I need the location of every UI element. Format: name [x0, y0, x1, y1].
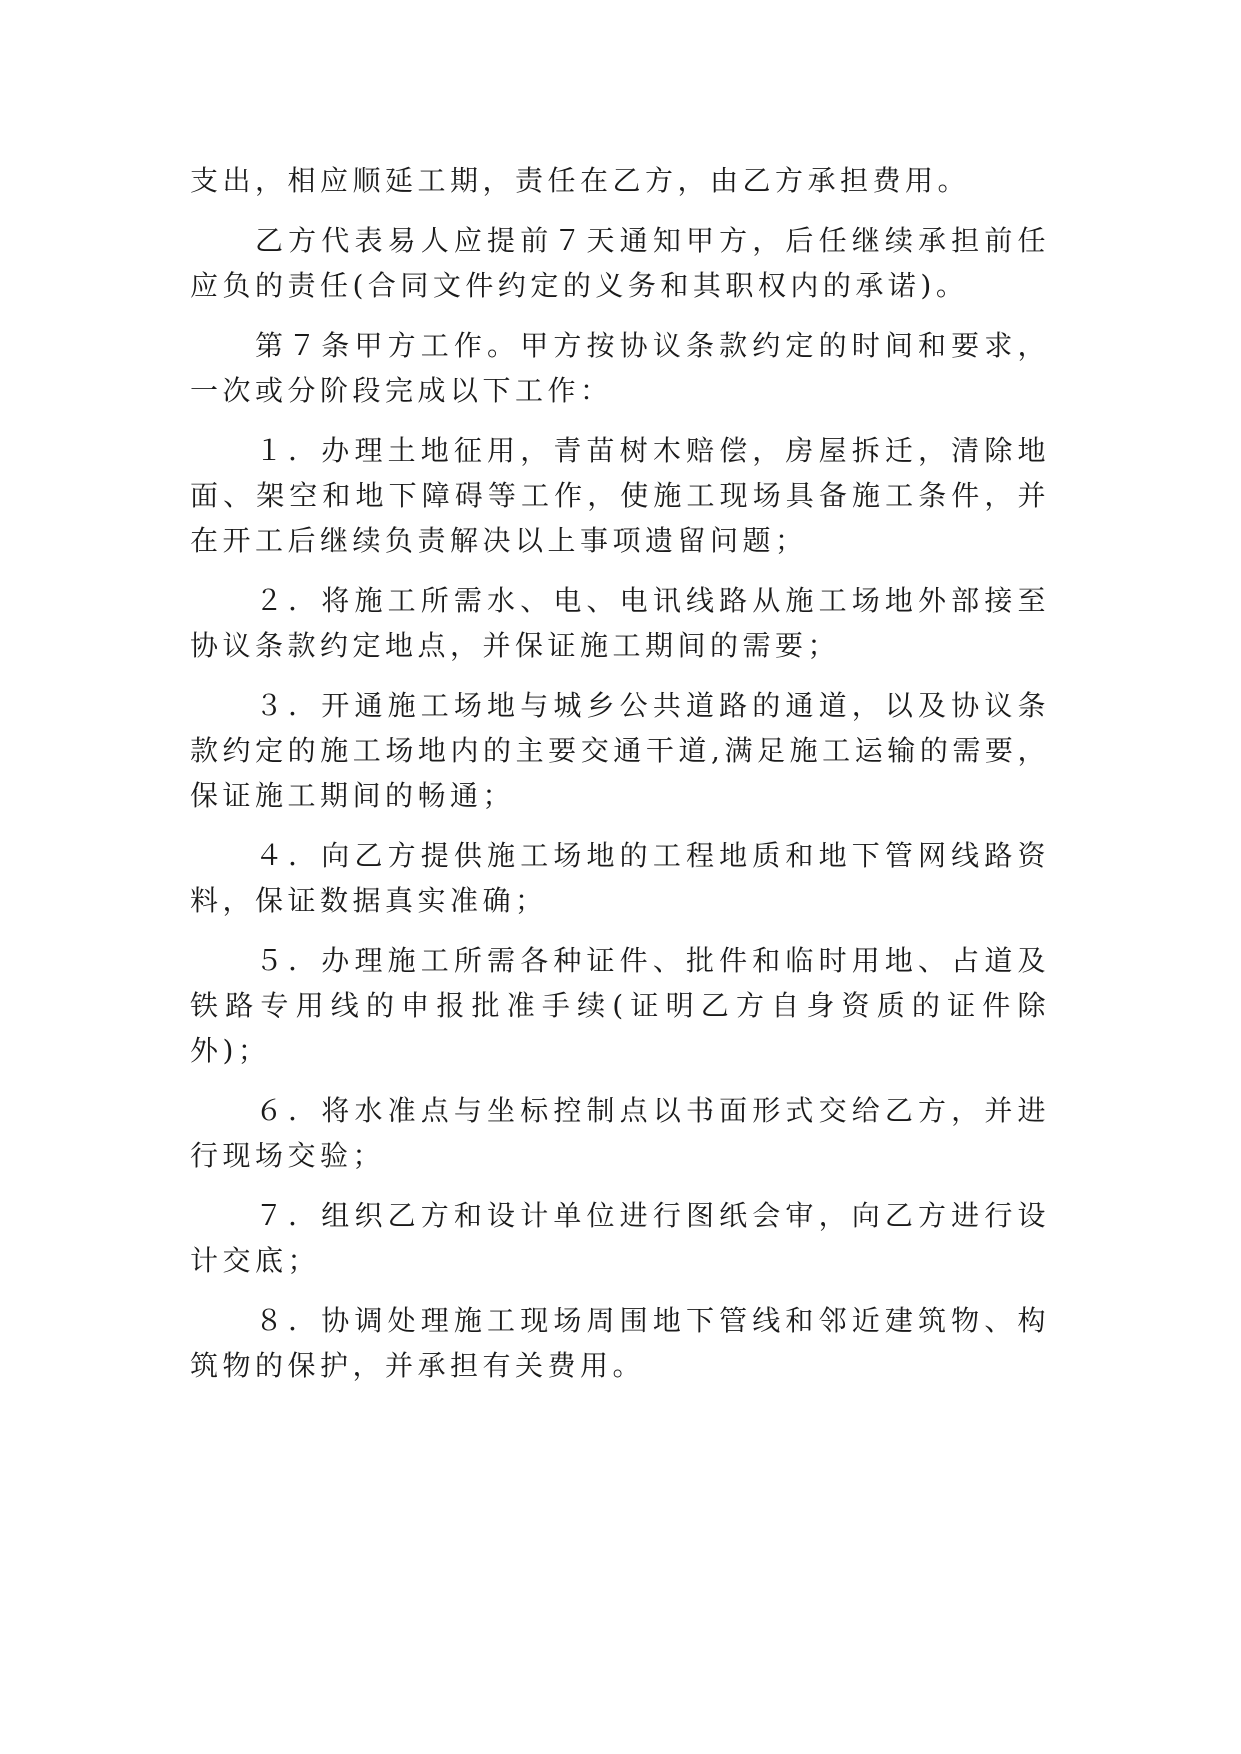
paragraph-continuation: 支出，相应顺延工期，责任在乙方，由乙方承担费用。 [190, 164, 971, 197]
list-item-3: ３．开通施工场地与城乡公共道路的通道，以及协议条款约定的施工场地内的主要交通干道,满足施工运输的需要，保证施工期间的畅通； [190, 689, 1050, 812]
list-item-8: ８．协调处理施工现场周围地下管线和邻近建筑物、构筑物的保护，并承担有关费用。 [190, 1304, 1050, 1382]
list-item-1: １．办理土地征用，青苗树木赔偿，房屋拆迁，清除地面、架空和地下障碍等工作，使施工现场具备施工条件，并在开工后继续负责解决以上事项遗留问题； [190, 434, 1050, 557]
list-item-5: ５．办理施工所需各种证件、批件和临时用地、占道及铁路专用线的申报批准手续(证明乙方自身资质的证件除外)； [190, 944, 1050, 1067]
paragraph-representative-change: 乙方代表易人应提前７天通知甲方，后任继续承担前任应负的责任(合同文件约定的义务和其职权内的承诺)。 [190, 224, 1050, 302]
document-body [190, 158, 1050, 1403]
list-item-4: ４．向乙方提供施工场地的工程地质和地下管网线路资料，保证数据真实准确； [190, 839, 1050, 917]
paragraph-article-7: 第７条甲方工作。甲方按协议条款约定的时间和要求，一次或分阶段完成以下工作： [190, 329, 1050, 407]
list-item-7: ７．组织乙方和设计单位进行图纸会审，向乙方进行设计交底； [190, 1199, 1050, 1277]
list-item-6: ６．将水准点与坐标控制点以书面形式交给乙方，并进行现场交验； [190, 1094, 1050, 1172]
list-item-2: ２．将施工所需水、电、电讯线路从施工场地外部接至协议条款约定地点，并保证施工期间的需要； [190, 584, 1050, 662]
